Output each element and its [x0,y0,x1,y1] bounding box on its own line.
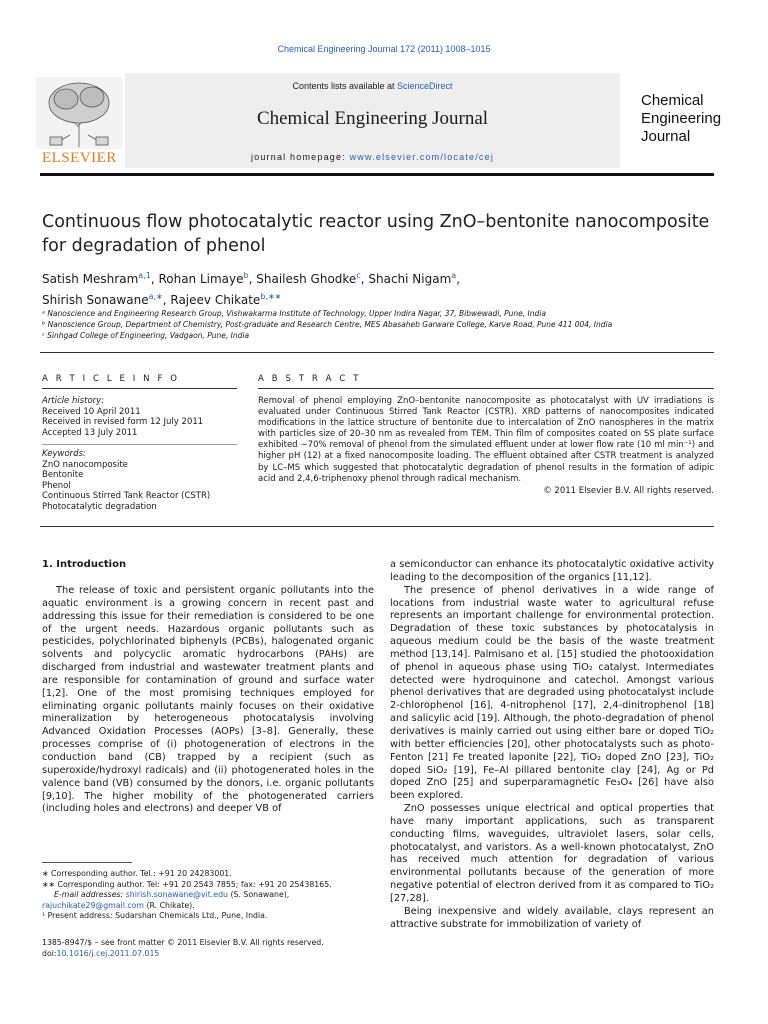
footnote-corresponding-1: ∗ Corresponding author. Tel.: +91 20 24283001. [42,869,232,878]
homepage-link[interactable]: www.elsevier.com/locate/cej [349,152,495,162]
header-rule [40,173,714,176]
history-item: Received 10 April 2011 [42,406,141,417]
body-paragraph: Being inexpensive and widely available, clays represent an attractive substrate for immobilization of variety of [390,905,714,930]
author-name: Rohan Limaye [158,272,244,286]
section-heading-introduction: 1. Introduction [42,559,127,570]
issn-line: 1385-8947/$ – see front matter © 2011 Elsevier B.V. All rights reserved. [42,938,324,947]
author-separator: , [360,272,369,286]
affiliation-item: ᵇ Nanoscience Group, Department of Chemistry, Post-graduate and Research Centre, MES Abasaheb Garware College, Karve Road, Pune 411 004, India [42,320,613,329]
front-matter [42,937,374,959]
author-name: Satish Meshram [42,272,139,286]
right-column-text [390,559,714,931]
abstract-paragraph: Removal of phenol employing ZnO–bentonite nanocomposite as photocatalyst with UV irradiations is evaluated under Continuous Stirred Tank Reactor (CSTR). XRD patterns of nanocomposites indicated modifications in the lattice structure of bentonite due to intercalation of ZnO nanospheres in the matrix with particles size of 20–30 nm as revealed from TEM. Thin film of composites coated on SS plate surface exhibited ∼70% removal of phenol from the simulated effluent under at lower flow rate (10 ml min⁻¹) and higher pH (12) at a fixed nanocomposite loading. The effluent obtained after CSTR treatment is analyzed by LC–MS which suggested that photocatalytic degradation of phenol results in the formation of adipic acid and 2,4,6-triphenoxy phenol through radical mechanism. [258,396,714,484]
author-name: Shachi Nigam [368,272,452,286]
journal-cover-title [641,92,751,146]
author-separator: , [150,272,159,286]
doi-label: doi: [42,949,57,958]
email-link[interactable]: shirish.sonawane@vit.edu [125,890,228,899]
author-affil-mark[interactable]: c [356,271,361,280]
journal-title: Chemical Engineering Journal [256,108,489,129]
email-label: E-mail addresses: [54,890,124,899]
journal-homepage [125,152,620,162]
sciencedirect-link[interactable]: ScienceDirect [397,81,453,91]
cover-title-line: Chemical [641,92,704,109]
affiliation-list [42,308,722,341]
doi-line [42,948,374,959]
author-affil-mark[interactable]: a,∗ [148,292,163,301]
keyword-item: Photocatalytic degradation [42,501,157,512]
keyword-item: Continuous Stirred Tank Reactor (CSTR) [42,491,211,501]
author-affil-mark[interactable]: b,∗∗ [260,292,282,301]
copyright-line: © 2011 Elsevier B.V. All rights reserved. [543,485,714,496]
doi-link[interactable]: 10.1016/j.cej.2011.07.015 [56,949,160,958]
contents-prefix: Contents lists available at [292,81,398,91]
elsevier-wordmark: ELSEVIER [42,150,117,166]
abstract-heading: A B S T R A C T [258,374,361,384]
email-owner: (S. Sonawane), [227,890,290,899]
author-name: Shailesh Ghodke [256,272,357,286]
footnote-rule [42,862,132,863]
keyword-item: Bentonite [42,470,84,480]
footnote-emails-cont [42,901,374,912]
keyword-item: Phenol [42,480,71,491]
body-paragraph: a semiconductor can enhance its photocatalytic oxidative activity leading to the decomposition of the organics [11,12]. [390,559,714,583]
body-paragraph: ZnO possesses unique electrical and optical properties that have many important applications, such as transparent conducting films, waveguides, ultraviolet lasers, solar cells, photocatalyst, and varistors. As a well-known photocatalyst, ZnO has received much attention for degradation of various environmental pollutants because of the generation of more negative potential of electron derived from it as compared to TiO₂ [27,28]. [390,803,714,904]
article-info-rule [42,388,237,389]
author-affil-mark[interactable]: b [243,271,249,280]
footnote-emails [42,890,374,901]
author-separator: , [456,272,461,286]
keywords-rule [42,444,237,445]
article-info-block [42,396,237,512]
keyword-item: ZnO nanocomposite [42,459,128,470]
keywords-label: Keywords: [42,449,86,459]
history-item: Received in revised form 12 July 2011 [42,417,204,427]
author-separator: , [162,293,171,307]
author-name: Rajeev Chikate [170,293,261,307]
footnotes [42,869,374,922]
affiliation-item: ᵃ Nanoscience and Engineering Research Group, Vishwakarma Institute of Technology, Upper Indira Nagar, 37, Bibwewadi, Pune, India [42,309,546,318]
left-column-text [42,585,374,816]
author-list [42,267,722,309]
affiliation-rule [40,352,714,353]
footnote-corresponding-2: ∗∗ Corresponding author. Tel: +91 20 2543 7855; fax: +91 20 25438165. [42,879,332,889]
email-owner: (R. Chikate). [144,900,195,910]
author-separator: , [248,272,257,286]
journal-citation[interactable]: Chemical Engineering Journal 172 (2011) 1008–1015 [277,44,491,54]
email-link[interactable]: rajuchikate29@gmail.com [42,900,144,910]
affiliation-item: ᶜ Sinhgad College of Engineering, Vadgaon, Pune, India [42,331,250,340]
body-paragraph: The release of toxic and persistent organic pollutants into the aquatic environment is a growing concern in recent past and addressing this issue for their remediation is considered to be one of the urgent needs. Hazardous organic pollutants such as pesticides, polychlorinated biphenyls (PCBs), halogenated organic solvents and polycyclic aromatic hydrocarbons (PAHs) are discharged from industrial and wastewater treatment plants and are responsible for contamination of ground and surface water [1,2]. One of the most promising techniques employed for eliminating organic pollutants mainly focuses on their oxidative mineralization by heterogeneous photocatalysis involving Advanced Oxidation Processes (AOPs) [3–8]. Generally, these processes comprise of (i) photogeneration of electrons in the conduction band (CB) trapped by a recipient (such as superoxide/hydroxyl radicals) and (ii) photogenerated holes in the valence band (VB) consumed by the donors, i.e. organic pollutants [9,10]. The higher mobility of the photogenerated carriers (including holes and electrons) and deeper VB of [42,585,374,815]
article-title: Continuous flow photocatalytic reactor using ZnO–bentonite nanocomposite for degradation of phenol [42,212,710,256]
abstract-bottom-rule [40,526,714,527]
contents-lists-line [125,81,620,91]
homepage-prefix: journal homepage: [250,152,350,162]
author-name: Shirish Sonawane [42,293,149,307]
article-info-heading: A R T I C L E I N F O [42,374,180,384]
abstract-rule [258,388,714,389]
body-paragraph: The presence of phenol derivatives in a wide range of locations from industrial waste water to agricultural refuse represents an important challenge for environmental protection. Degradation of these toxic substances by photocatalysis in aqueous medium could be the basis of the waste treatment method [13,14]. Palmisano et al. [15] studied the photooxidation of phenol in aqueous phase using TiO₂ catalyst. Intermediates detected were hydroquinone and catechol. Amongst various phenol derivatives that are degraded using photocatalyst include 2-chlorophenol [16], 4-nitrophenol [17], 2,4-dinitrophenol [18] and salicylic acid [19]. Although, the photo-degradation of phenol derivatives is mainly carried out using either bare or doped TiO₂ with better efficiencies [20], other photocatalysts such as photo-Fenton [21] Fe treated laponite [22], TiO₂ doped ZnO [23], TiO₂ doped SiO₂ [19], Fe–Al pillared bentonite clay [24], Ag or Pd doped ZnO [25] and superparamagnetic Fe₃O₄ [26] have also been explored. [390,584,714,802]
history-item: Accepted 13 July 2011 [42,427,138,438]
history-label: Article history: [42,396,105,406]
author-affil-mark[interactable]: a,1 [138,271,151,280]
author-affil-mark[interactable]: a [451,271,457,280]
abstract-body [258,396,714,497]
footnote-present-address: ¹ Present address: Sudarshan Chemicals Ltd., Pune, India. [42,911,268,920]
cover-title-line: Journal [641,128,691,145]
cover-title-line: Engineering [641,110,722,127]
